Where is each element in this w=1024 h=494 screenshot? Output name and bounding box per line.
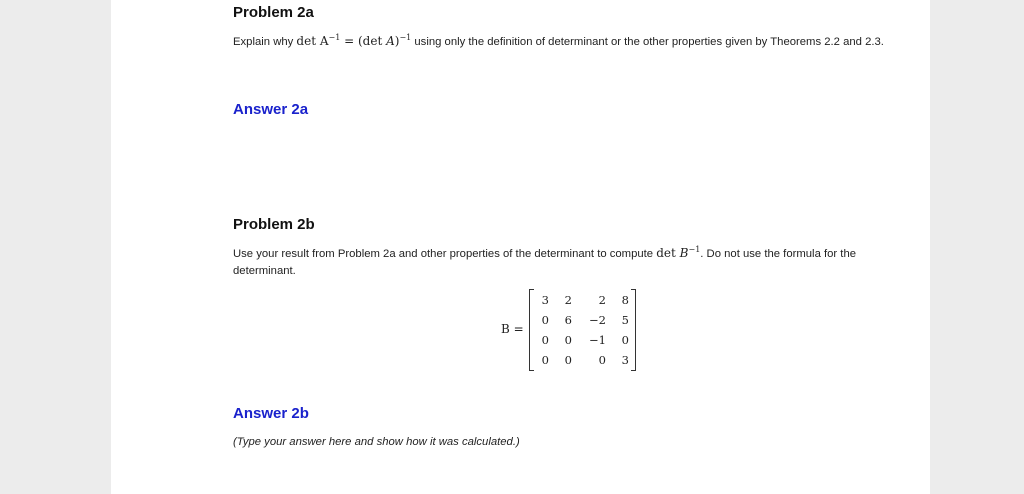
matrix-cell: 0 [541,333,549,347]
matrix-cell: 0 [541,353,549,367]
matrix-cell: 5 [621,313,629,327]
answer-2b-input-area[interactable]: (Type your answer here and show how it was calculated.) [233,436,520,448]
problem-2a-text [233,33,901,51]
math-det: det [656,246,680,260]
matrix-cell: 0 [564,333,572,347]
matrix-table [535,290,629,370]
matrix-b [501,289,641,371]
math-exponent: −1 [328,33,341,42]
matrix-cell: 6 [564,313,572,327]
matrix-cell: 2 [598,293,606,307]
problem-2b-math [656,246,700,260]
matrix-cell: 3 [541,293,549,307]
math-exponent: −1 [688,245,701,254]
matrix-cell: 0 [564,353,572,367]
matrix-row [535,310,629,330]
matrix-cell: 2 [564,293,572,307]
problem-2b-text [233,245,901,280]
problem-2a-math [296,34,411,48]
matrix-row [535,350,629,370]
math-var-a: A [386,34,395,48]
matrix-cell: 0 [598,353,606,367]
problem-2b-heading: Problem 2b [233,216,315,233]
problem-2a-text-before: Explain why [233,36,294,48]
matrix-cell: −2 [589,313,606,327]
matrix-row [535,290,629,310]
matrix-label: B = [501,322,524,336]
matrix-right-bracket [631,289,636,371]
math-exponent: −1 [399,33,412,42]
answer-2b-heading: Answer 2b [233,405,309,422]
math-close-paren: ) [394,34,400,48]
matrix-left-bracket [529,289,534,371]
document-page [111,0,930,494]
problem-2a-text-after: using only the definition of determinant or the other properties given by Theorems 2.2 and 2.3. [411,36,884,48]
matrix-cell: 0 [541,313,549,327]
answer-2a-heading: Answer 2a [233,101,309,118]
problem-2b-text-after: . Do not use the formula for the determinant. [233,248,857,277]
problem-2b-text-before: Use your result from Problem 2a and other properties of the determinant to compute [233,248,654,260]
matrix-cell: 8 [621,293,629,307]
matrix-cell: −1 [589,333,606,347]
problem-2a-heading: Problem 2a [233,4,314,21]
matrix-cell: 3 [621,353,629,367]
math-equals-det: = (det [340,34,387,48]
matrix-row [535,330,629,350]
math-det-a: det A [296,34,329,48]
matrix-cell: 0 [621,333,629,347]
math-var-b: B [679,246,689,260]
